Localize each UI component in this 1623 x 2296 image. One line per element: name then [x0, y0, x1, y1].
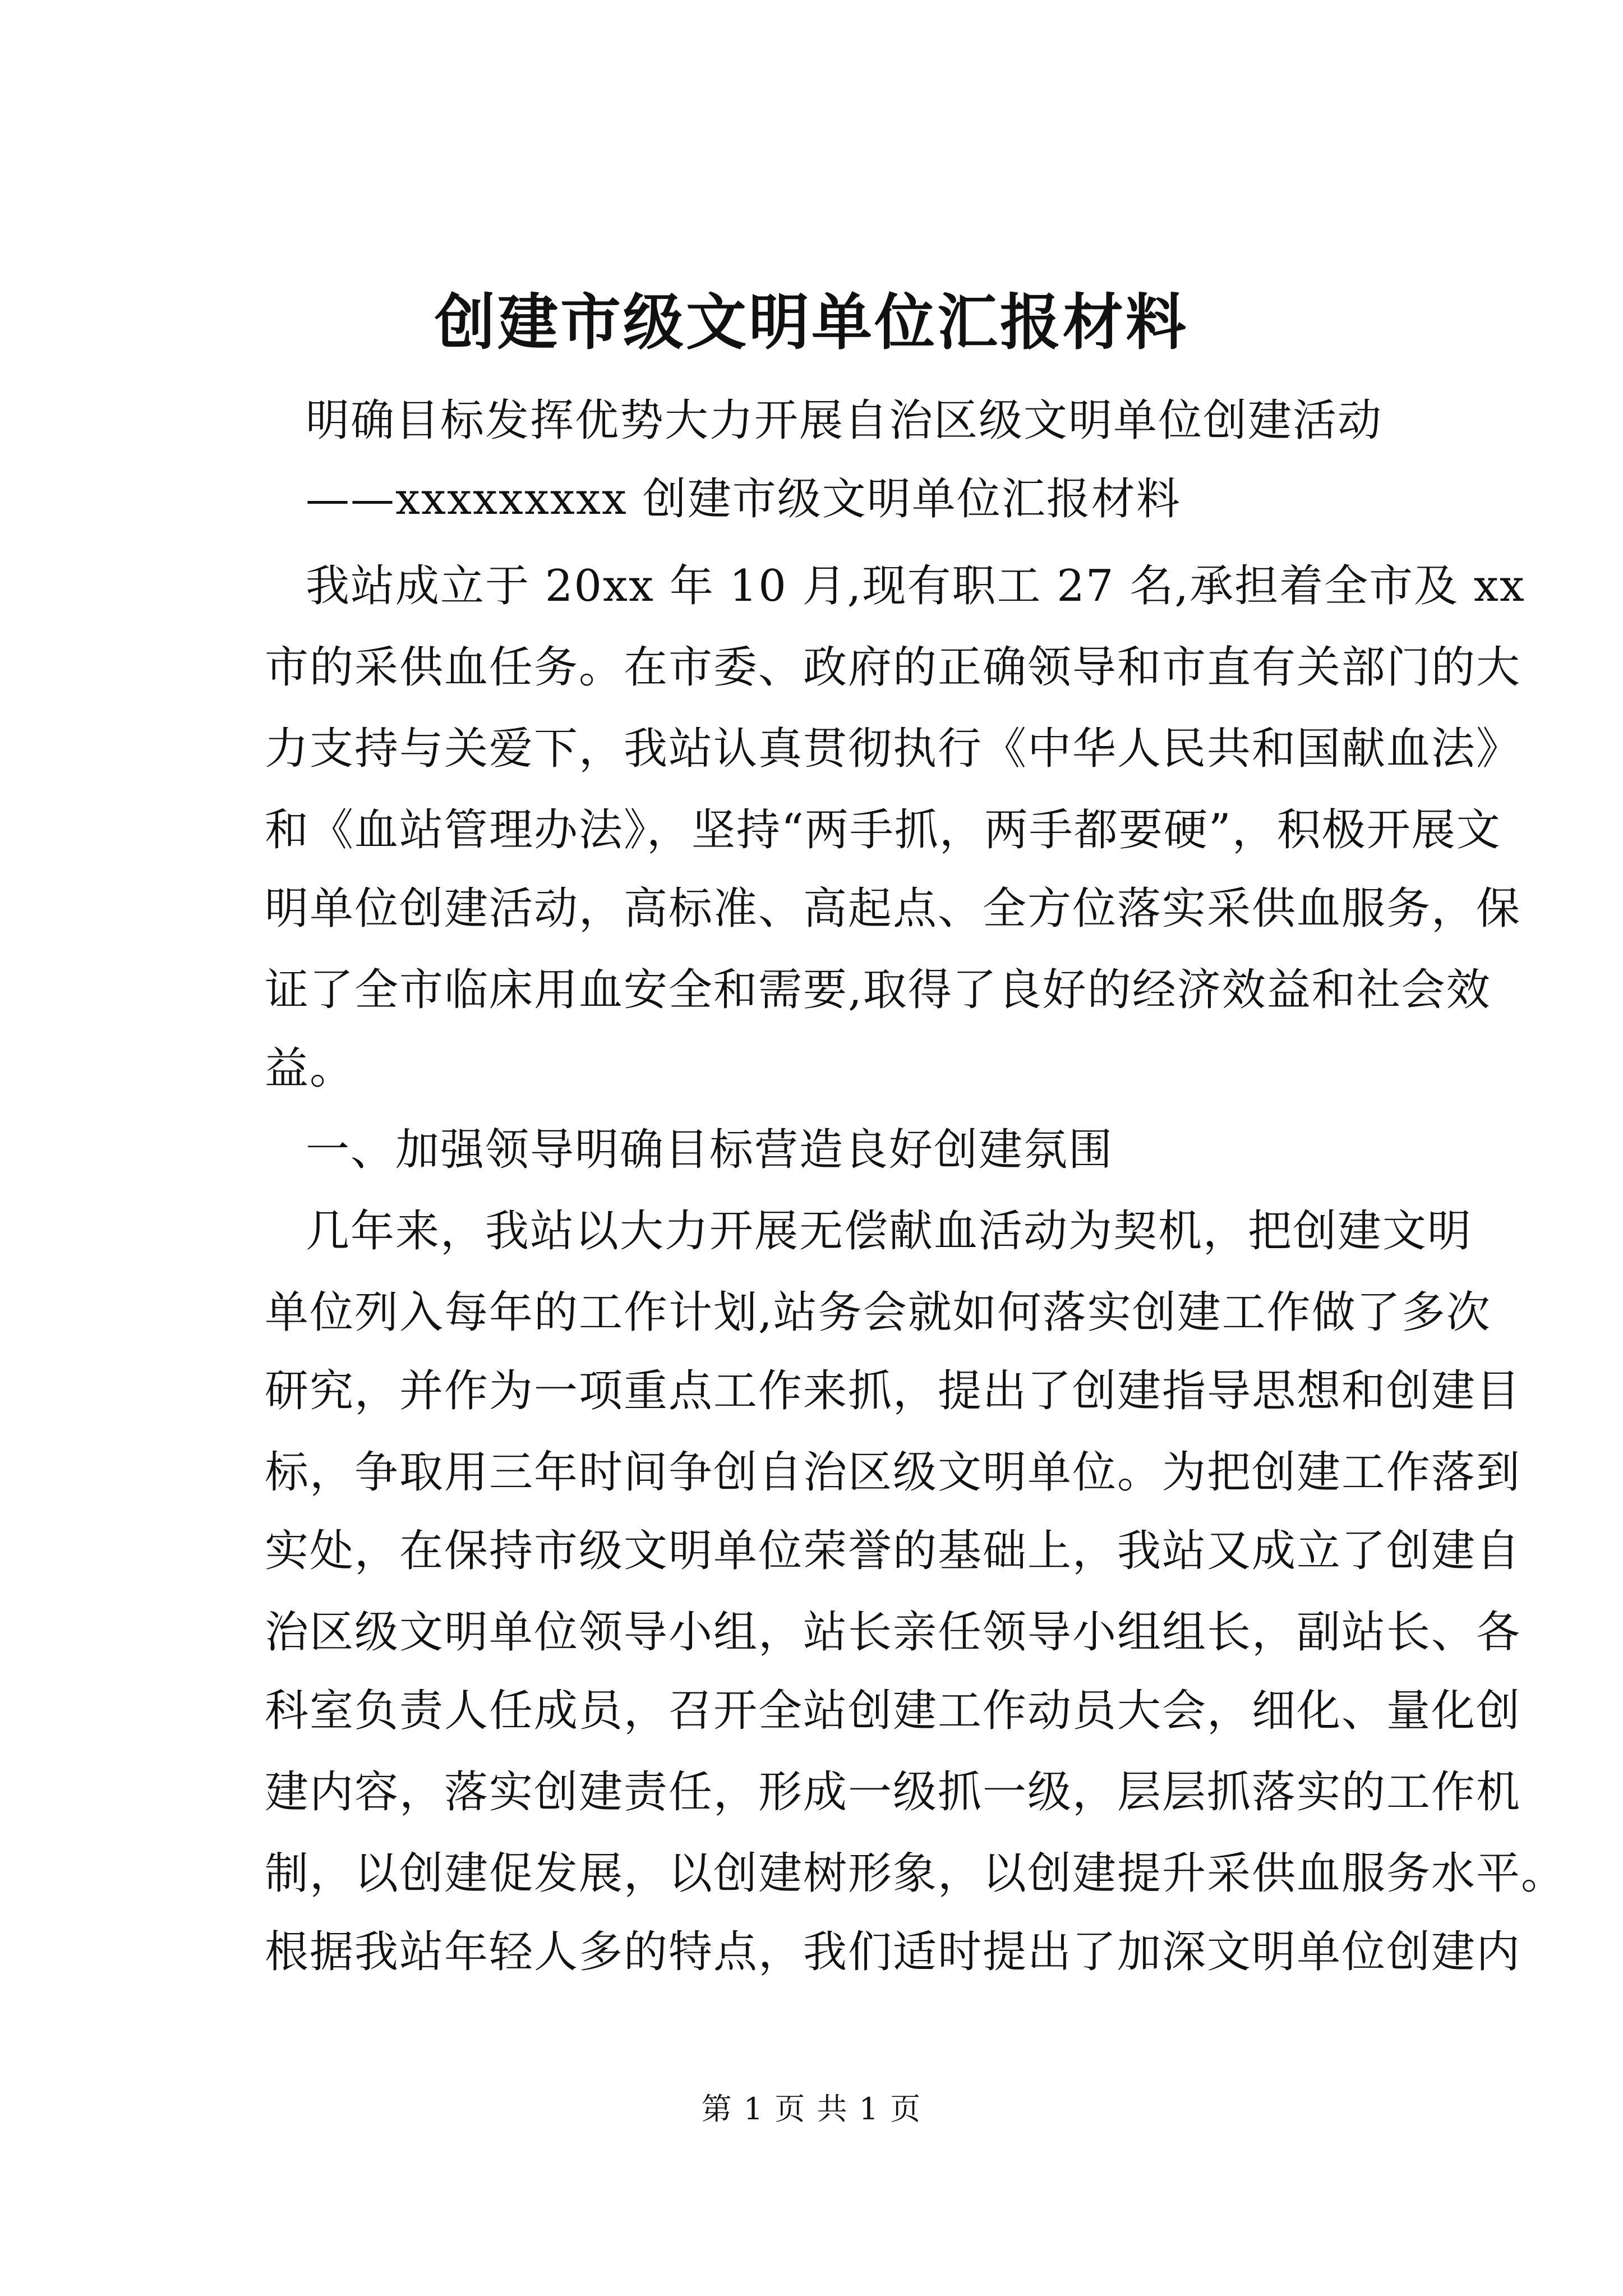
paragraph-1-line: 证了全市临床用血安全和需要,取得了良好的经济效益和社会效 — [265, 965, 1491, 1015]
paragraph-2-line: 根据我站年轻人多的特点，我们适时提出了加深文明单位创建内 — [265, 1927, 1521, 1977]
paragraph-2-line: 单位列入每年的工作计划,站务会就如何落实创建工作做了多次 — [265, 1287, 1491, 1338]
paragraph-1-line: 益。 — [265, 1043, 355, 1094]
paragraph-2-line: 研究，并作为一项重点工作来抓，提出了创建指导思想和创建目 — [265, 1366, 1521, 1416]
section-heading: 一、加强领导明确目标营造良好创建氛围 — [306, 1125, 1114, 1175]
paragraph-1-line: 和《血站管理办法》，坚持“两手抓，两手都要硬”，积极开展文 — [265, 805, 1501, 855]
paragraph-2-line: 制，以创建促发展，以创建树形象，以创建提升采供血服务水平。 — [265, 1848, 1566, 1899]
paragraph-1-line: 明单位创建活动，高标准、高起点、全方位落实采供血服务，保 — [265, 884, 1521, 934]
paragraph-2-line: 治区级文明单位领导小组，站长亲任领导小组组长，副站长、各 — [265, 1607, 1521, 1658]
paragraph-1-line: 我站成立于 20xx 年 10 月,现有职工 27 名,承担着全市及 xx — [306, 561, 1525, 611]
paragraph-1-line: 力支持与关爱下，我站认真贯彻执行《中华人民共和国献血法》 — [265, 724, 1521, 774]
document-subtitle: 明确目标发挥优势大力开展自治区级文明单位创建活动 — [306, 395, 1383, 446]
paragraph-2-line: 科室负责人任成员，召开全站创建工作动员大会，细化、量化创 — [265, 1686, 1521, 1736]
document-byline: ——xxxxxxxxx 创建市级文明单位汇报材料 — [306, 474, 1181, 524]
paragraph-1-line: 市的采供血任务。在市委、政府的正确领导和市直有关部门的大 — [265, 642, 1521, 693]
paragraph-2-line: 标，争取用三年时间争创自治区级文明单位。为把创建工作落到 — [265, 1447, 1521, 1498]
paragraph-2-line: 实处，在保持市级文明单位荣誉的基础上，我站又成立了创建自 — [265, 1526, 1521, 1576]
document-title: 创建市级文明单位汇报材料 — [434, 287, 1188, 358]
page-footer: 第 1 页 共 1 页 — [701, 2091, 922, 2127]
paragraph-2-line: 建内容，落实创建责任，形成一级抓一级，层层抓落实的工作机 — [265, 1767, 1521, 1818]
paragraph-2-line: 几年来，我站以大力开展无偿献血活动为契机，把创建文明 — [306, 1206, 1473, 1257]
